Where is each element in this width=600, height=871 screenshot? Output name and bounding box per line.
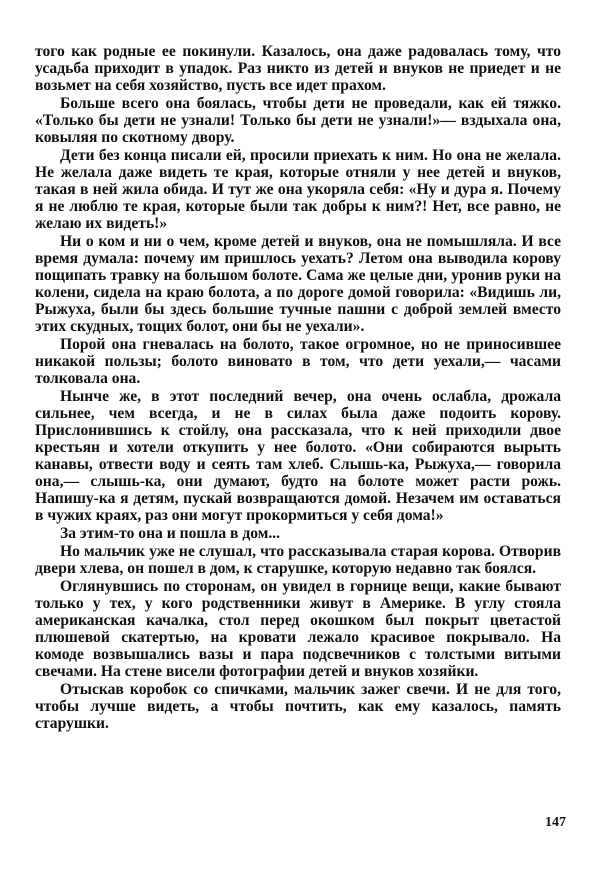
paragraph: Оглянувшись по сторонам, он увидел в горнице вещи, какие бывают только у тех, у кого родственники живут в Америке. В углу стояла американская качалка, стол перед окошком был покрыт цветастой плюшевой скатертью, на кровати лежало красивое покрывало. На комоде возвышались вазы и пара подсвечников с толстыми витыми свечами. На стене висели фотографии детей и внуков хозяйки. — [35, 578, 561, 680]
paragraph: Порой она гневалась на болото, такое огромное, но не приносившее никакой пользы; болото виновато в том, что дети уехали,— часами толковала она. — [35, 336, 561, 387]
paragraph: Отыскав коробок со спичками, мальчик зажег свечи. И не для того, чтобы лучше видеть, а чтобы почтить, как ему казалось, память старушки. — [35, 681, 561, 732]
paragraph: Дети без конца писали ей, просили приехать к ним. Но она не желала. Не желала даже видеть те края, которые отняли у нее детей и внуков, такая в ней жила обида. И тут же она укоряла себя: «Ну и дура я. Почему я не люблю те края, которые были так добры к ним?! Нет, все равно, не желаю их видеть!» — [35, 147, 561, 232]
paragraph: Нынче же, в этот последний вечер, она очень ослабла, дрожала сильнее, чем всегда, и не в силах была даже подоить корову. Прислонившись к стойлу, она рассказала, что к ней приходили двое крестьян и хотели откупить у нее болото. «Они собираются вырыть канавы, отвести воду и сеять там хлеб. Слышь-ка, Рыжуха,— говорила она,— слышь-ка, они думают, будто на болоте может расти рожь. Напишу-ка я детям, пускай возвращаются домой. Незачем им оставаться в чужих краях, раз они могут прокормиться у себя дома!» — [35, 388, 561, 524]
page-number: 147 — [545, 815, 566, 830]
paragraph: Ни о ком и ни о чем, кроме детей и внуков, она не помышляла. И все время думала: почему им пришлось уехать? Летом она выводила корову пощипать травку на большом болоте. Сама же целые дни, уронив руки на колени, сидела на краю болота, а по дороге домой говорила: «Видишь ли, Рыжуха, были бы здесь большие тучные пашни с доброй землей вместо этих скудных, тощих болот, они бы не уехали». — [35, 233, 561, 335]
paragraph-continued: того как родные ее покинули. Казалось, она даже радовалась тому, что усадьба приходит в упадок. Раз никто из детей и внуков не приедет и не возьмет на себя хозяйство, пусть все идет прахом. — [35, 43, 561, 94]
paragraph: Больше всего она боялась, чтобы дети не проведали, как ей тяжко. «Только бы дети не узнали! Только бы дети не узнали!»— вздыхала она, ковыляя по скотному двору. — [35, 95, 561, 146]
page-body — [35, 43, 561, 733]
paragraph: Но мальчик уже не слушал, что рассказывала старая корова. Отворив двери хлева, он пошел в дом, к старушке, которую недавно так боялся. — [35, 543, 561, 577]
paragraph: За этим-то она и пошла в дом... — [60, 525, 281, 542]
